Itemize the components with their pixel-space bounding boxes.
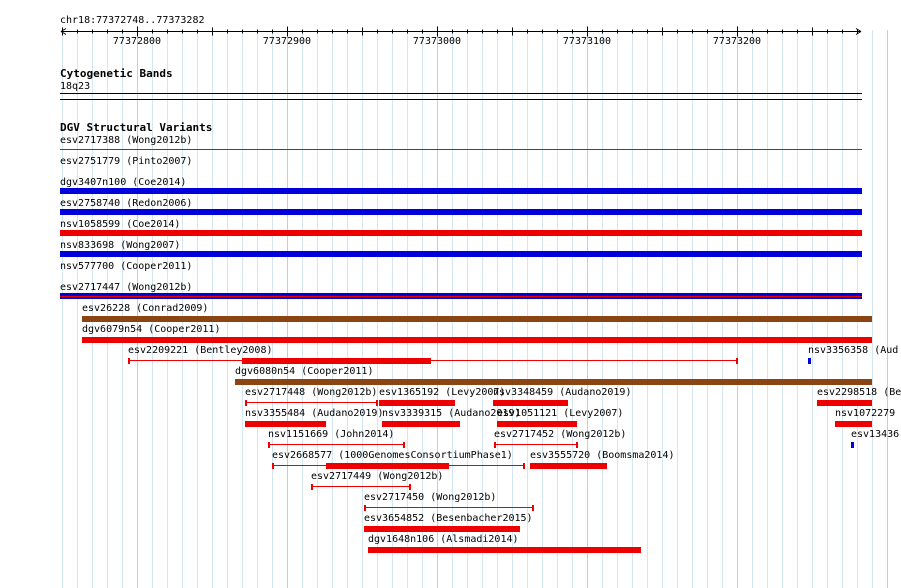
sv-feature-bar[interactable] xyxy=(382,421,460,427)
sv-feature-bar[interactable] xyxy=(835,421,872,427)
sv-feature-label[interactable]: nsv3339315 (Audano2019) xyxy=(382,408,521,419)
sv-feature-line[interactable] xyxy=(268,444,404,445)
sv-feature-bar[interactable] xyxy=(364,526,520,532)
sv-feature-end-tick xyxy=(364,505,366,511)
sv-row-label[interactable]: esv2717388 (Wong2012b) xyxy=(60,135,193,146)
sv-feature-bar[interactable] xyxy=(326,463,449,469)
sv-feature-label[interactable]: esv3654852 (Besenbacher2015) xyxy=(364,513,533,524)
sv-feature-label[interactable]: dgv1648n106 (Alsmadi2014) xyxy=(368,534,519,545)
sv-feature-label[interactable]: nsv1151669 (John2014) xyxy=(268,429,395,440)
ruler-tick-label: 77373000 xyxy=(412,36,462,47)
cytoband-label[interactable]: 18q23 xyxy=(60,81,91,92)
sv-feature-end-tick xyxy=(494,442,496,448)
dgv-track-title: DGV Structural Variants xyxy=(60,121,213,134)
sv-feature-line[interactable] xyxy=(494,444,577,445)
sv-feature-bar[interactable] xyxy=(851,442,854,448)
sv-feature-label[interactable]: dgv6079n54 (Cooper2011) xyxy=(82,324,221,335)
sv-feature-end-tick xyxy=(272,463,274,469)
sv-feature-bar[interactable] xyxy=(368,547,641,553)
ruler-tick-label: 77372800 xyxy=(112,36,162,47)
sv-feature-end-tick xyxy=(311,484,313,490)
sv-feature-end-tick xyxy=(403,442,405,448)
sv-feature-label[interactable]: nsv3356358 (Aud xyxy=(808,345,899,356)
sv-feature-label[interactable]: esv2298518 (Be xyxy=(817,387,901,398)
sv-feature-label[interactable]: nsv3355484 (Audano2019) xyxy=(245,408,384,419)
sv-feature-bar[interactable] xyxy=(235,379,872,385)
sv-feature-label[interactable]: esv2717450 (Wong2012b) xyxy=(364,492,497,503)
sv-feature-line[interactable] xyxy=(364,507,533,508)
sv-row-label[interactable]: nsv833698 (Wong2007) xyxy=(60,240,181,251)
ruler-tick-label: 77372900 xyxy=(262,36,312,47)
sv-feature-label[interactable]: esv2717449 (Wong2012b) xyxy=(311,471,444,482)
sv-feature-label[interactable]: esv26228 (Conrad2009) xyxy=(82,303,209,314)
sv-row-label[interactable]: nsv1058599 (Coe2014) xyxy=(60,219,181,230)
sv-feature-end-tick xyxy=(245,400,247,406)
sv-feature-end-tick xyxy=(376,400,378,406)
sv-feature-bar[interactable] xyxy=(82,337,872,343)
sv-feature-end-tick xyxy=(576,442,578,448)
sv-feature-bar[interactable] xyxy=(82,316,872,322)
cytoband-track-title: Cytogenetic Bands xyxy=(60,67,173,80)
sv-feature-line[interactable] xyxy=(311,486,410,487)
location-label: chr18:77372748..77373282 xyxy=(60,15,205,26)
sv-feature-label[interactable]: nsv3348459 (Audano2019) xyxy=(493,387,632,398)
sv-feature-line[interactable] xyxy=(128,360,737,361)
sv-feature-end-tick xyxy=(268,442,270,448)
sv-feature-bar[interactable] xyxy=(493,400,568,406)
sv-feature-label[interactable]: esv3555720 (Boomsma2014) xyxy=(530,450,675,461)
ruler-tick-label: 77373200 xyxy=(712,36,762,47)
sv-feature-label[interactable]: esv13436 xyxy=(851,429,900,440)
sv-feature-label[interactable]: esv2717448 (Wong2012b) xyxy=(245,387,378,398)
sv-row-label[interactable]: dgv3407n100 (Coe2014) xyxy=(60,177,187,188)
sv-feature-label[interactable]: nsv1072279 xyxy=(835,408,896,419)
sv-feature-label[interactable]: dgv6080n54 (Cooper2011) xyxy=(235,366,374,377)
sv-feature-bar[interactable] xyxy=(242,358,431,364)
sv-feature-label[interactable]: esv1051121 (Levy2007) xyxy=(497,408,624,419)
sv-feature-bar[interactable] xyxy=(808,358,811,364)
sv-feature-end-tick xyxy=(409,484,411,490)
sv-feature-label[interactable]: esv1365192 (Levy2007) xyxy=(379,387,506,398)
sv-feature-end-tick xyxy=(736,358,738,364)
sv-feature-bar[interactable] xyxy=(817,400,872,406)
sv-feature-bar[interactable] xyxy=(530,463,607,469)
sv-feature-bar[interactable] xyxy=(379,400,455,406)
ruler-tick-label: 77373100 xyxy=(562,36,612,47)
sv-feature-end-tick xyxy=(523,463,525,469)
sv-feature-end-tick xyxy=(128,358,130,364)
sv-feature-label[interactable]: esv2717452 (Wong2012b) xyxy=(494,429,627,440)
sv-feature-bar[interactable] xyxy=(497,421,577,427)
sv-row-label[interactable]: nsv577700 (Cooper2011) xyxy=(60,261,193,272)
sv-row-label[interactable]: esv2717447 (Wong2012b) xyxy=(60,282,193,293)
sv-row-label[interactable]: esv2758740 (Redon2006) xyxy=(60,198,193,209)
sv-feature-label[interactable]: esv2668577 (1000GenomesConsortiumPhase1) xyxy=(272,450,513,461)
sv-feature-end-tick xyxy=(532,505,534,511)
sv-row-label[interactable]: esv2751779 (Pinto2007) xyxy=(60,156,193,167)
sv-feature-line[interactable] xyxy=(245,402,377,403)
sv-feature-label[interactable]: esv2209221 (Bentley2008) xyxy=(128,345,273,356)
sv-feature-bar[interactable] xyxy=(245,421,326,427)
